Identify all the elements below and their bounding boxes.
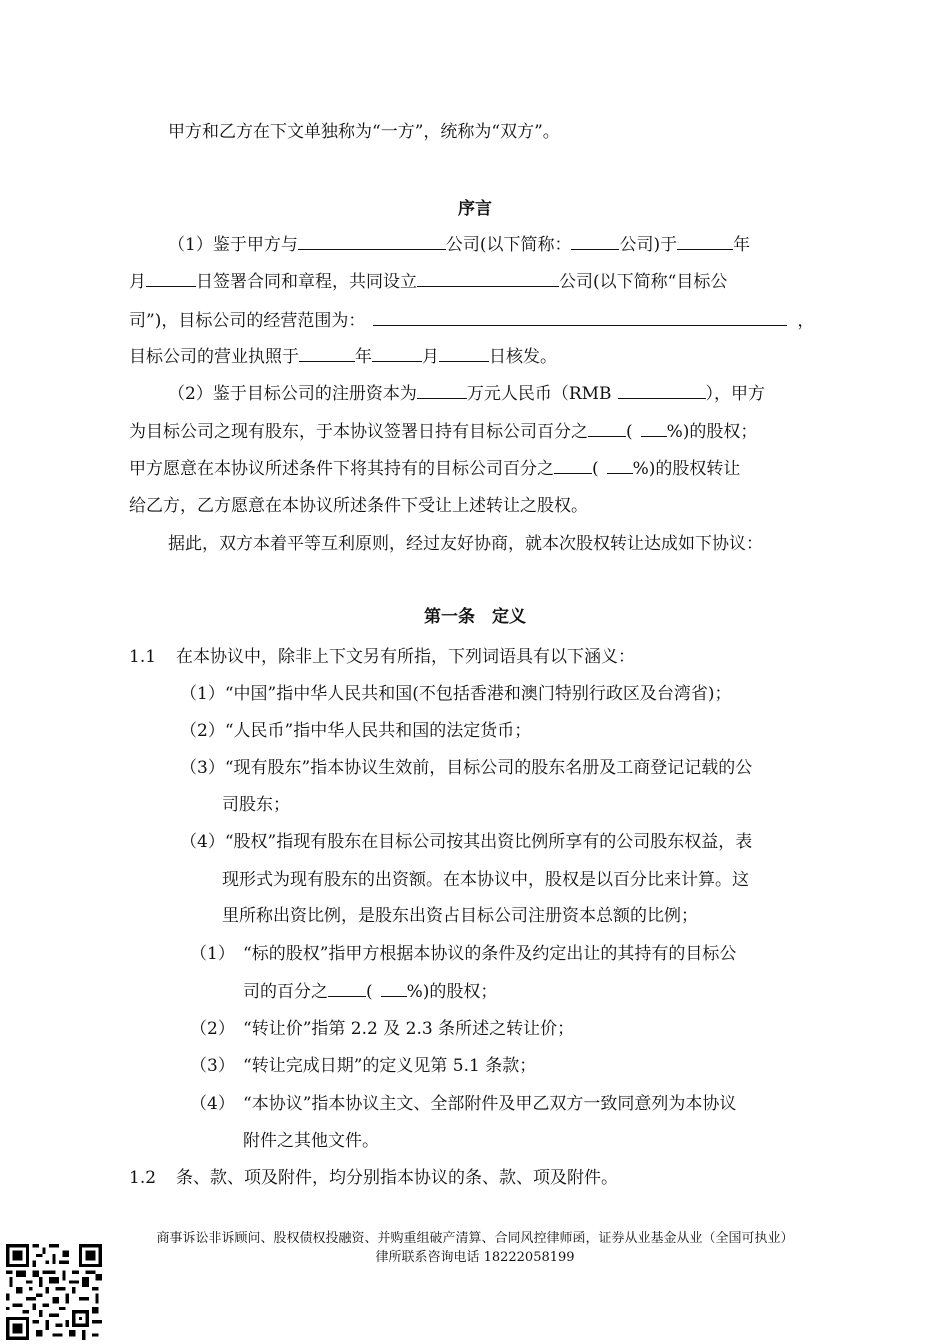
text-segment: （1）鉴于甲方与 <box>168 235 298 255</box>
section-text: 条、款、项及附件，均分别指本协议的条、款、项及附件。 <box>176 1168 619 1188</box>
item-2-number: （2） <box>190 1019 235 1039</box>
preamble-p1-line1 <box>168 233 750 257</box>
item-4-line1: “本协议”指本协议主文、全部附件及甲乙双方一致同意列为本协议 <box>243 1094 737 1114</box>
item-1-number: （1） <box>190 944 235 964</box>
fill-blank <box>439 345 489 362</box>
fill-blank <box>299 345 355 362</box>
text-segment: 月 <box>129 272 146 292</box>
fill-blank <box>588 420 626 437</box>
item-4-number: （4） <box>190 1094 235 1114</box>
fill-blank <box>607 457 633 474</box>
definition-3-line2: 司股东； <box>222 795 290 815</box>
preamble-p1-line2 <box>129 270 727 294</box>
text-segment: （2）鉴于目标公司的注册资本为 <box>168 384 417 404</box>
text-segment: ， <box>797 311 815 331</box>
fill-blank <box>571 233 619 250</box>
preamble-p1-line4 <box>129 345 557 369</box>
text-segment: 年 <box>733 235 751 255</box>
fill-blank <box>373 309 787 326</box>
footer-phone: 律所联系咨询电话 18222058199 <box>375 1250 575 1265</box>
fill-blank <box>618 382 706 399</box>
section-number: 1.2 <box>129 1168 157 1188</box>
text-segment: 目标公司的营业执照于 <box>129 347 299 367</box>
fill-blank <box>372 345 422 362</box>
definition-4-line1: （4）“股权”指现有股东在目标公司按其出资比例所享有的公司股东权益，表 <box>180 832 753 852</box>
preamble-p2-line3 <box>129 457 740 481</box>
item-2-text: “转让价”指第 2.2 及 2.3 条所述之转让价； <box>243 1019 575 1039</box>
item-3-number: （3） <box>190 1056 235 1076</box>
text-segment: 万元人民币（RMB <box>466 384 612 404</box>
preamble-p2-line4: 给乙方，乙方愿意在本协议所述条件下受让上述转让之股权。 <box>129 496 588 516</box>
qr-code-icon <box>6 1244 102 1340</box>
definition-4-line3: 里所称出资比例，是股东出资占目标公司注册资本总额的比例； <box>222 906 698 926</box>
fill-blank <box>298 233 446 250</box>
text-segment: 月 <box>422 347 439 367</box>
preamble-p3: 据此，双方本着平等互利原则，经过友好协商，就本次股权转让达成如下协议： <box>168 534 763 554</box>
definition-4-line2: 现形式为现有股东的出资额。在本协议中，股权是以百分比来计算。这 <box>222 870 749 890</box>
text-segment: %)的股权转让 <box>632 459 741 479</box>
text-segment: 司的百分之 <box>243 982 328 1002</box>
fill-blank <box>417 382 467 399</box>
fill-blank <box>417 270 559 287</box>
text-segment: 年 <box>355 347 372 367</box>
preamble-title: 序言 <box>458 199 492 219</box>
fill-blank <box>328 980 366 997</box>
item-3-text: “转让完成日期”的定义见第 5.1 条款； <box>243 1056 537 1076</box>
fill-blank <box>641 420 667 437</box>
text-segment: ），甲方 <box>705 384 766 404</box>
text-segment: ( <box>592 459 599 479</box>
fill-blank <box>381 980 407 997</box>
text-segment: 为目标公司之现有股东，于本协议签署日持有目标公司百分之 <box>129 422 588 442</box>
fill-blank <box>554 457 592 474</box>
intro-paragraph: 甲方和乙方在下文单独称为“一方”，统称为“双方”。 <box>168 122 560 142</box>
article1-title: 第一条 定义 <box>424 607 526 627</box>
section-text: 在本协议中，除非上下文另有所指，下列词语具有以下涵义： <box>176 647 636 667</box>
section-1-1 <box>129 645 635 669</box>
footer-services: 商事诉讼非诉顾问、股权债权投融资、并购重组破产清算、合同风控律师函，证券从业基金从业（全国可执业） <box>156 1231 794 1246</box>
item-1-line2 <box>243 980 497 1004</box>
text-segment: 甲方愿意在本协议所述条件下将其持有的目标公司百分之 <box>129 459 554 479</box>
definition-1: （1）“中国”指中华人民共和国(不包括香港和澳门特别行政区及台湾省)； <box>180 684 732 704</box>
fill-blank <box>677 233 733 250</box>
text-segment: 公司)于 <box>619 235 678 255</box>
fill-blank <box>146 270 196 287</box>
text-segment: ( <box>366 982 373 1002</box>
preamble-p2-line2 <box>129 420 757 444</box>
preamble-p2-line1 <box>168 382 765 406</box>
text-segment: 公司(以下简称： <box>445 235 572 255</box>
text-segment: ( <box>626 422 633 442</box>
preamble-p1-line3 <box>129 309 814 333</box>
text-segment: 司”)，目标公司的经营范围为： <box>129 311 366 331</box>
section-number: 1.1 <box>129 647 157 667</box>
item-1-line1: “标的股权”指甲方根据本协议的条件及约定出让的其持有的目标公 <box>243 944 737 964</box>
section-1-2 <box>129 1166 618 1190</box>
text-segment: 公司(以下简称“目标公 <box>559 272 728 292</box>
definition-2: （2）“人民币”指中华人民共和国的法定货币； <box>180 721 532 741</box>
text-segment: %)的股权； <box>406 982 498 1002</box>
text-segment: 日签署合同和章程，共同设立 <box>196 272 417 292</box>
text-segment: %)的股权； <box>666 422 758 442</box>
definition-3-line1: （3）“现有股东”指本协议生效前，目标公司的股东名册及工商登记记载的公 <box>180 758 753 778</box>
item-4-line2: 附件之其他文件。 <box>243 1131 379 1151</box>
text-segment: 日核发。 <box>489 347 557 367</box>
